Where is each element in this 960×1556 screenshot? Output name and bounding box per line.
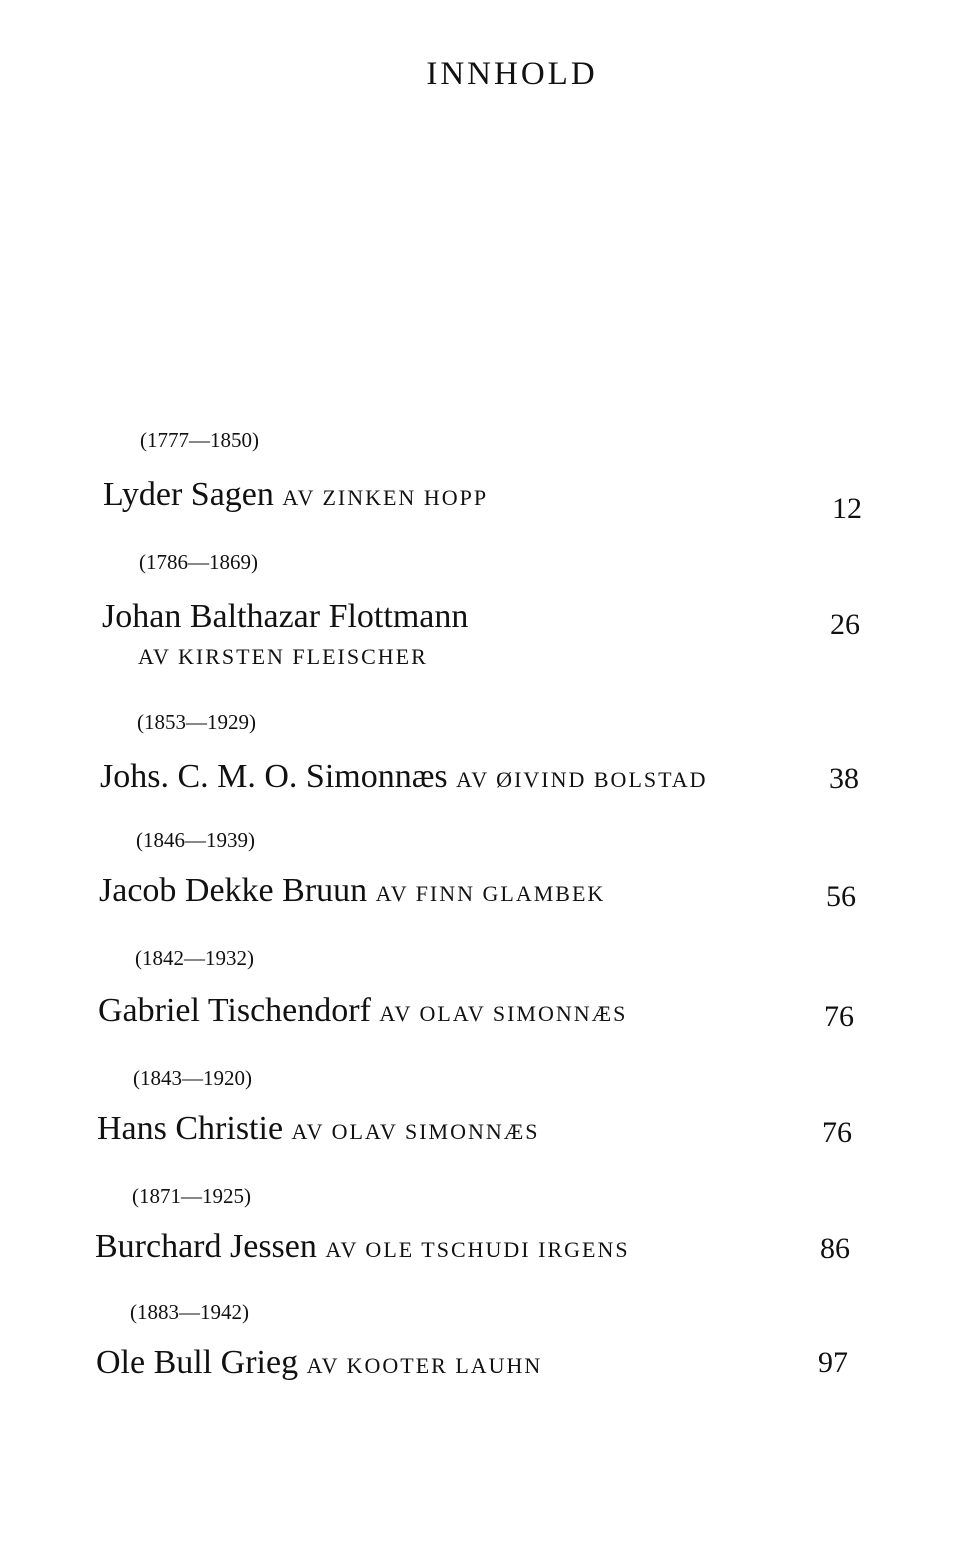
entry-title xyxy=(103,476,488,514)
entry-name: Hans Christie xyxy=(97,1110,284,1147)
entry-name: Lyder Sagen xyxy=(103,476,274,513)
entry-dates: (1786—1869) xyxy=(139,550,258,574)
entry-name: Gabriel Tischendorf xyxy=(98,992,371,1029)
entry-page-number: 97 xyxy=(818,1346,848,1379)
entry-dates: (1846—1939) xyxy=(136,828,255,852)
entry-dates: (1883—1942) xyxy=(130,1300,249,1324)
entry-title xyxy=(100,758,708,796)
entry-author: AV FINN GLAMBEK xyxy=(375,881,606,906)
entry-author: AV OLAV SIMONNÆS xyxy=(379,1001,628,1026)
entry-page-number: 26 xyxy=(830,608,860,641)
entry-title xyxy=(99,872,605,910)
entry-page-number: 56 xyxy=(826,880,856,913)
entry-name: Ole Bull Grieg xyxy=(96,1344,299,1381)
entry-dates: (1853—1929) xyxy=(137,710,256,734)
entry-name: Johs. C. M. O. Simonnæs xyxy=(100,758,448,795)
entry-dates: (1777—1850) xyxy=(140,428,259,452)
entry-author: AV ØIVIND BOLSTAD xyxy=(456,767,708,792)
entry-title xyxy=(96,1344,542,1382)
entry-dates: (1871—1925) xyxy=(132,1184,251,1208)
entry-name: Johan Balthazar Flottmann xyxy=(102,598,469,635)
entry-author: AV KIRSTEN FLEISCHER xyxy=(138,644,428,669)
entry-page-number: 76 xyxy=(824,1000,854,1033)
entry-dates: (1842—1932) xyxy=(135,946,254,970)
entry-page-number: 86 xyxy=(820,1232,850,1265)
entry-title xyxy=(95,1228,630,1266)
entry-author: AV ZINKEN HOPP xyxy=(282,485,489,510)
page-title: INNHOLD xyxy=(426,56,598,92)
entry-author: AV OLAV SIMONNÆS xyxy=(291,1119,540,1144)
entry-dates: (1843—1920) xyxy=(133,1066,252,1090)
entry-page-number: 38 xyxy=(829,762,859,795)
entry-author: AV KOOTER LAUHN xyxy=(306,1353,543,1378)
entry-page-number: 76 xyxy=(822,1116,852,1149)
entry-name: Jacob Dekke Bruun xyxy=(99,872,368,909)
entry-page-number: 12 xyxy=(832,492,862,525)
entry-title xyxy=(98,992,627,1030)
entry-name: Burchard Jessen xyxy=(95,1228,317,1265)
entry-title xyxy=(102,598,468,636)
entry-title xyxy=(97,1110,540,1148)
entry-author: AV OLE TSCHUDI IRGENS xyxy=(325,1237,630,1262)
